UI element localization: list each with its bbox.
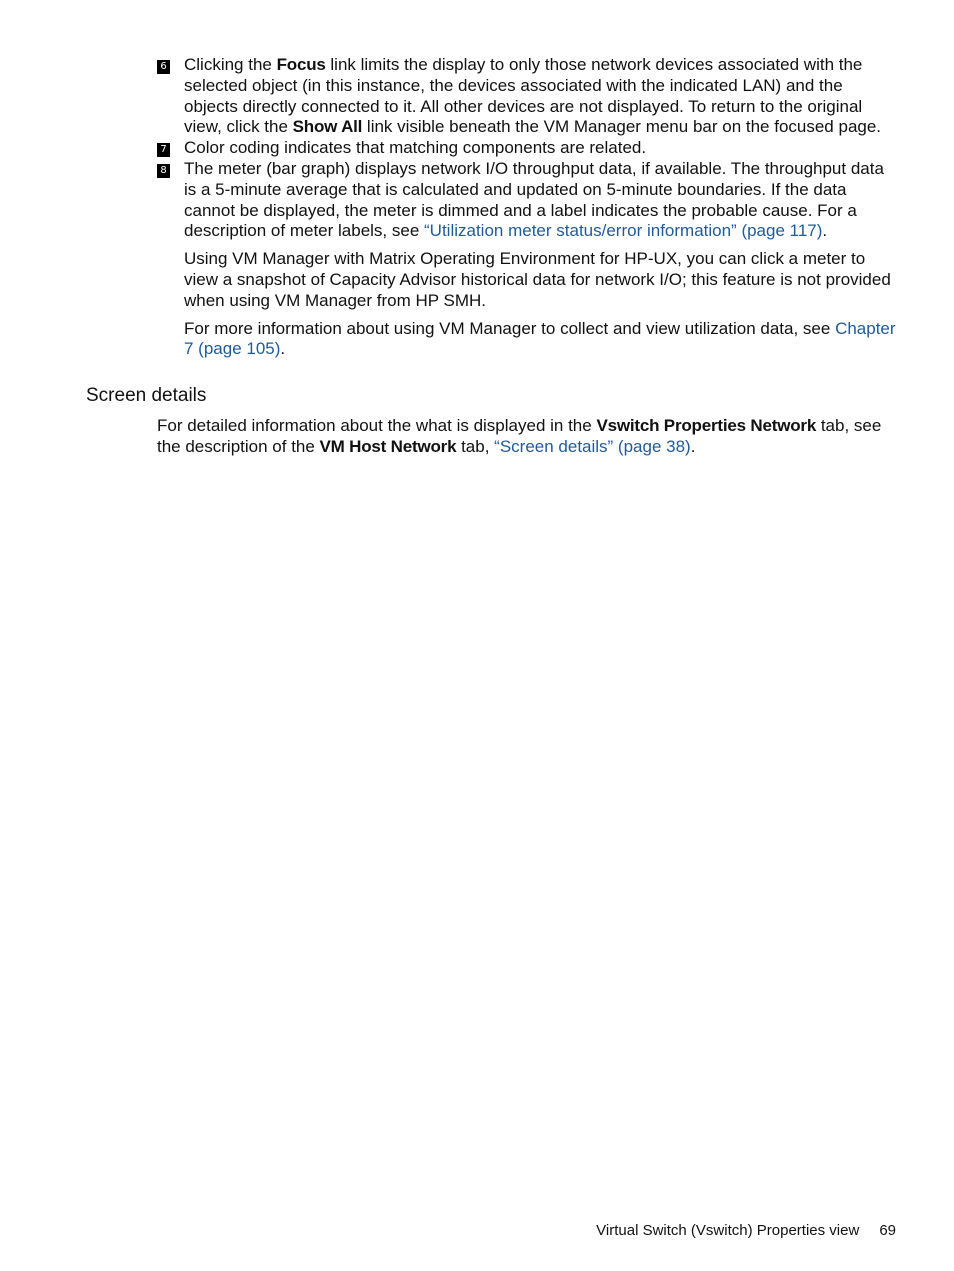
screen-details-paragraph: For detailed information about the what is displayed in the Vswitch Properties Network tab, see the description of the VM Host Network tab, “Screen details” (page 38). [157, 416, 882, 456]
more-info-paragraph: For more information about using VM Manager to collect and view utilization data, see Chapter 7 (page 105). [184, 318, 896, 359]
vm-host-network-term: VM Host Network [319, 436, 457, 456]
callout-item-8 [157, 159, 897, 242]
callout-marker-7: 7 [157, 143, 170, 157]
callout-text-8: The meter (bar graph) displays network I/O throughput data, if available. The throughput data is a 5-minute average that is calculated and updated on 5-minute boundaries. If the data cannot be displayed, the meter is dimmed and a label indicates the probable cause. For a description of meter labels, see “Utilization meter status/error information” (page 117). [184, 158, 884, 241]
utilization-meter-link[interactable]: “Utilization meter status/error information” (page 117) [424, 221, 823, 241]
capacity-advisor-paragraph: Using VM Manager with Matrix Operating Environment for HP-UX, you can click a meter to view a snapshot of Capacity Advisor historical data for network I/O; this feature is not provided when using VM Manager from HP SMH. [184, 249, 891, 310]
footer-title: Virtual Switch (Vswitch) Properties view [596, 1222, 860, 1239]
callout-item-7 [157, 138, 897, 159]
page-number: 69 [879, 1222, 896, 1239]
callout-marker-8: 8 [157, 164, 170, 178]
focus-link-term: Focus [276, 55, 326, 74]
screen-details-link[interactable]: “Screen details” (page 38) [494, 436, 691, 456]
callout-list [157, 55, 897, 360]
page-footer [596, 1222, 896, 1240]
chapter-7-link[interactable]: Chapter 7 (page 105) [184, 318, 896, 359]
show-all-link-term: Show All [292, 117, 363, 137]
vswitch-properties-network-term: Vswitch Properties Network [596, 416, 817, 435]
callout-text-7: Color coding indicates that matching components are related. [184, 138, 647, 158]
callout-marker-6: 6 [157, 60, 170, 74]
section-heading: Screen details [86, 385, 207, 406]
callout-item-6 [157, 55, 897, 138]
callout-text-6: Clicking the Focus link limits the display to only those network devices associated with the selected object (in this instance, the devices associated with the indicated LAN) and the objects directly connected to it. All other devices are not displayed. To return to the original view, click the Show All link visible beneath the VM Manager menu bar on the focused page. [184, 55, 882, 137]
